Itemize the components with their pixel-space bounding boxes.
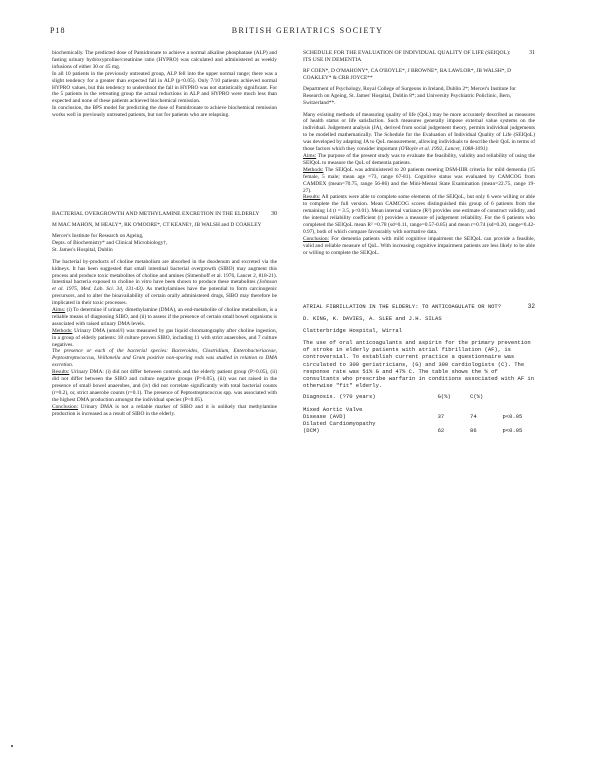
abstract-affiliation — [52, 233, 277, 254]
abstract-affiliation: Clatterbridge Hospital, Wirral — [303, 326, 403, 334]
table-row — [303, 420, 535, 427]
column-spacer — [303, 257, 535, 303]
intro-citation: (O'Boyle et al. 1992, Lancet, 1088-1091). — [398, 146, 489, 153]
continued-paragraph: biochemically. The predicted dose of Pamidronate to achieve a normal alkaline phosphatase (ALP) and fasting urinary hydroxyproline/creatinine ratio (HYPRO) was calculated and administered as weekly infusions of either 30 or 45 mg. — [52, 50, 277, 70]
table-header-cell: G(%) — [437, 393, 451, 401]
abstract-body: The use of oral anticoagulants and aspirin for the primary prevention of stroke in elderly patients with atrial fibrillation (AF), is controversial. To establish current practice a questionnaire was circulated to 300 geriatricians, (G) and 300 cardiologists (C). The response rate was 51% G and 47% C. The table shows the % of consultants who prescribe warfarin in conditions associated with AF in otherwise "fit" elderly. — [303, 338, 535, 390]
table-cell: Mixed Aortic Valve — [303, 405, 363, 413]
abstract-number: 31 — [529, 50, 535, 56]
abstract-number: 32 — [527, 302, 535, 310]
column-spacer — [52, 119, 277, 211]
section-text: Urinary DMA: (i) did not differ between controls and the elderly patient group (P>0.05), (ii) did not differ between the SIBO and culture negative groups (P>0.05), (iii) was not raised in the presence of small bowel anaerobes, and (iv) did not correlate significantly with total bacterial counts (r=0.2), or, strict anaerobe counts (r=0.1). The presence of Peptostreptococcus spp. was associated with the highest DMA production amongst the individual species (P<0.05). — [52, 369, 277, 403]
intro-text: Many existing methods of measuring quality of life (QoL) may be more accurately described as measures of health status or life satisfaction. Such measures generally impose external value systems on the individual. Judgement analysis (JA), derived from social judgement theory, permits individual judgements to be modelled mathematically. The Schedule for the Evaluation of Individual Quality of Life (SEIQoL) was developed by adapting JA to QoL measurement, allowing individuals to describe their QoL in terms of those factors which they consider important — [303, 111, 535, 153]
abstract-conclusion — [303, 236, 535, 257]
section-label: Conclusion: — [303, 235, 330, 242]
affiliation-line: Depts. of Biochemistry* and Clinical Microbiology†, — [52, 239, 168, 246]
scan-speck — [11, 745, 13, 747]
running-header — [50, 26, 565, 40]
abstract-intro — [52, 259, 277, 307]
section-text: The purpose of the present study was to evaluate the feasibility, validity and reliability of using the SEIQoL to measure the QoL of dementia patients. — [303, 152, 535, 166]
abstract-aims — [303, 153, 535, 167]
abstract-title: BACTERIAL OVERGROWTH AND METHYLAMINE EXCRETION IN THE ELDERLY — [52, 211, 260, 218]
table-cell: p<0.05 — [502, 427, 523, 435]
section-label: Methods: — [52, 327, 73, 334]
abstract-affiliation: Department of Psychology, Royal College of Surgeons in Ireland, Dublin 2*; Mercer's Institute for Research on Ageing, St. James' Hospital, Dublin 8*; and University Psychiatric Policlinic, Bern, Switzerland**. — [303, 85, 516, 106]
abstract-aims — [52, 307, 277, 328]
right-column — [303, 50, 535, 434]
journal-title: BRITISH GERIATRICS SOCIETY — [231, 26, 384, 35]
intro-citation: (Johnson et al. 1975, Med. Lab. Sci. 34, 131-43). — [52, 279, 277, 293]
section-text: All patients were able to complete some elements of the SEIQoL, but only 6 were willing or able to complete the full version. Mean CAMCOG scores distinguished this group of 6 patients from the remaining 14 (t = 3.5, p<0.01). Mean internal variance (R²) provides one estimate of construct validity, and the internal reliability coefficient (r) provides a measure of judgement reliability. For the 6 patients who completed the SEIQoL mean R² =0.78 (sd=0.11, range=0.57-0.85) and mean r=0.74 (sd=0.20, range=0.42-0.97), both of which compare favourably with normative data. — [303, 194, 535, 235]
section-label: Results: — [52, 369, 70, 376]
section-label: Methods: — [303, 166, 324, 173]
affiliation-line: Mercer's Institute for Research on Ageing, — [52, 232, 144, 239]
abstract-heading — [52, 211, 277, 218]
affiliation-line: St. James's Hospital, Dublin — [52, 246, 113, 253]
abstract-conclusion — [52, 404, 277, 418]
table-header-cell: C(%) — [470, 393, 484, 401]
section-text: The SEIQoL was administered to 20 patients meeting DSM-IIIR criteria for mild dementia (15 female, 5 male; mean age =73, range 67-81). Cognitive status was evaluated by CAMCOG from CAMDEX (mean=70.75, range 56-86) and the Mini-Mental State Examination (mean=22.75, range 19-27). — [303, 166, 535, 194]
abstract-number: 30 — [271, 211, 277, 218]
abstract-authors: RF COEN*, D O'MAHONY*, CA O'BOYLE*, J BROWNE*, BA LAWLOR*, JB WALSH*, D COAKLEY* & CRB JOYCE** — [303, 68, 512, 81]
abstract-30 — [52, 211, 277, 417]
abstract-authors: D. KING, K. DAVIES, A. SLEE and J.H. SILAS — [303, 314, 442, 322]
table-row — [303, 406, 535, 413]
abstract-heading — [303, 50, 535, 64]
table-cell: Dilated Cardiomyopathy — [303, 420, 376, 427]
table-header-row — [303, 393, 535, 400]
abstract-title: SCHEDULE FOR THE EVALUATION OF INDIVIDUAL QUALITY OF LIFE (SEIQOL): ITS USE IN DEMENTIA — [303, 50, 511, 63]
left-column — [52, 50, 277, 418]
abstract-title: ATRIAL FIBRILLATION IN THE ELDERLY: TO ANTICOAGULATE OR NOT? — [303, 302, 502, 310]
table-cell: 86 — [470, 427, 477, 435]
continued-paragraph: In all 10 patients in the previously untreated group, ALP fell into the upper normal range; there was a slight tendency for a greater than expected fall in ALP (p<0.05). Only 7/10 patients achieved normal HYPRO values, but this tendency to undershoot the fall in HYPRO was not statistically significant. For the 5 patients in the retreating group the actual reductions in ALP and HYPRO were much less than expected and none of these patients achieved biochemical remission. — [52, 70, 277, 105]
abstract-authors: M MAC MAHON, M HEALY*, RK O'MOORE*, CT KEANE†, JB WALSH and D COAKLEY — [52, 222, 262, 229]
table-cell: 37 — [437, 412, 445, 420]
table-cell: (DCM) — [303, 427, 320, 435]
section-label: Aims: — [52, 307, 66, 314]
abstract-results — [52, 369, 277, 404]
table-cell: Disease (AVD) — [303, 412, 346, 420]
abstract-heading — [303, 303, 535, 310]
abstract-32 — [303, 303, 535, 435]
section-text: For dementia patients with mild cognitive impairment the SEIQoL can provide a feasible, valid and reliable measure of QoL. With increasing cognitive impairment patients are less likely to be able or willing to complete the SEIQoL. — [303, 235, 535, 256]
section-text: (i) To determine if urinary dimethylamine (DMA), an end-metabolite of choline metabolism, is a reliable means of diagnosing SIBO, and (ii) to assess if the presence of certain small bowel organisms is associated with raised urinary DMA levels. — [52, 307, 277, 327]
intro-text: The bacterial by-products of choline metabolism are absorbed in the duodenum and excreted via the kidneys. It has been suggested that small intestinal bacterial overgrowth (SIBO) may augment this process and produce toxic metabolites of choline and amines (Simenhoff et al. 1976, Lancet 2, 818-21). Intestinal bacteria exposed to choline in vitro have been shown to produce these metabolites — [52, 258, 277, 286]
abstract-intro — [303, 112, 535, 153]
section-label: Results: — [303, 194, 321, 201]
abstract-31 — [303, 50, 535, 257]
table-header-cell: Diagnosis. (?70 years) — [303, 393, 376, 401]
continued-paragraph: In conclusion, the BPS model for predicting the dose of Pamidronate to achieve biochemical remission works well in previously untreated patients, but not for patients who are relapsing. — [52, 105, 277, 119]
abstract-organisms: The presence or each of the bacterial species: Bacteroides, Clostridium, Enterobacteriaceae, Peptostreptococcus, Veillonella and Gram positive non-sporing rods was studied in relation to DMA excretion. — [52, 348, 277, 369]
page-number: P18 — [50, 26, 66, 35]
table-cell: 74 — [470, 412, 477, 420]
table-row — [303, 413, 535, 420]
section-label: Aims: — [303, 152, 317, 159]
section-text: Urinary DMA (umol/l) was measured by gas liquid chromatography after choline ingestion, in a group of elderly patients: 18 culture proven SIBO, including 11 with strict anaerobes, and 7 culture negatives. — [52, 327, 277, 348]
abstract-methods — [52, 328, 277, 349]
section-label: Conclusion: — [52, 403, 79, 410]
abstract-methods — [303, 167, 535, 195]
table-cell: p<0.05 — [502, 412, 523, 420]
section-text: Urinary DMA is not a reliable marker of SIBO and it is unlikely that methylamine production is increased as a result of SIBO in the elderly. — [52, 403, 277, 417]
warfarin-table — [303, 393, 535, 434]
table-row — [303, 427, 535, 434]
intro-text-2: As methylamines have the potential to form carcinogenic precursors, and to alter the bioavailability of certain orally administered drugs, SIBO may therefore be implicated in their toxic processes. — [52, 286, 278, 307]
table-cell: 62 — [437, 427, 445, 435]
abstract-results — [303, 194, 535, 235]
